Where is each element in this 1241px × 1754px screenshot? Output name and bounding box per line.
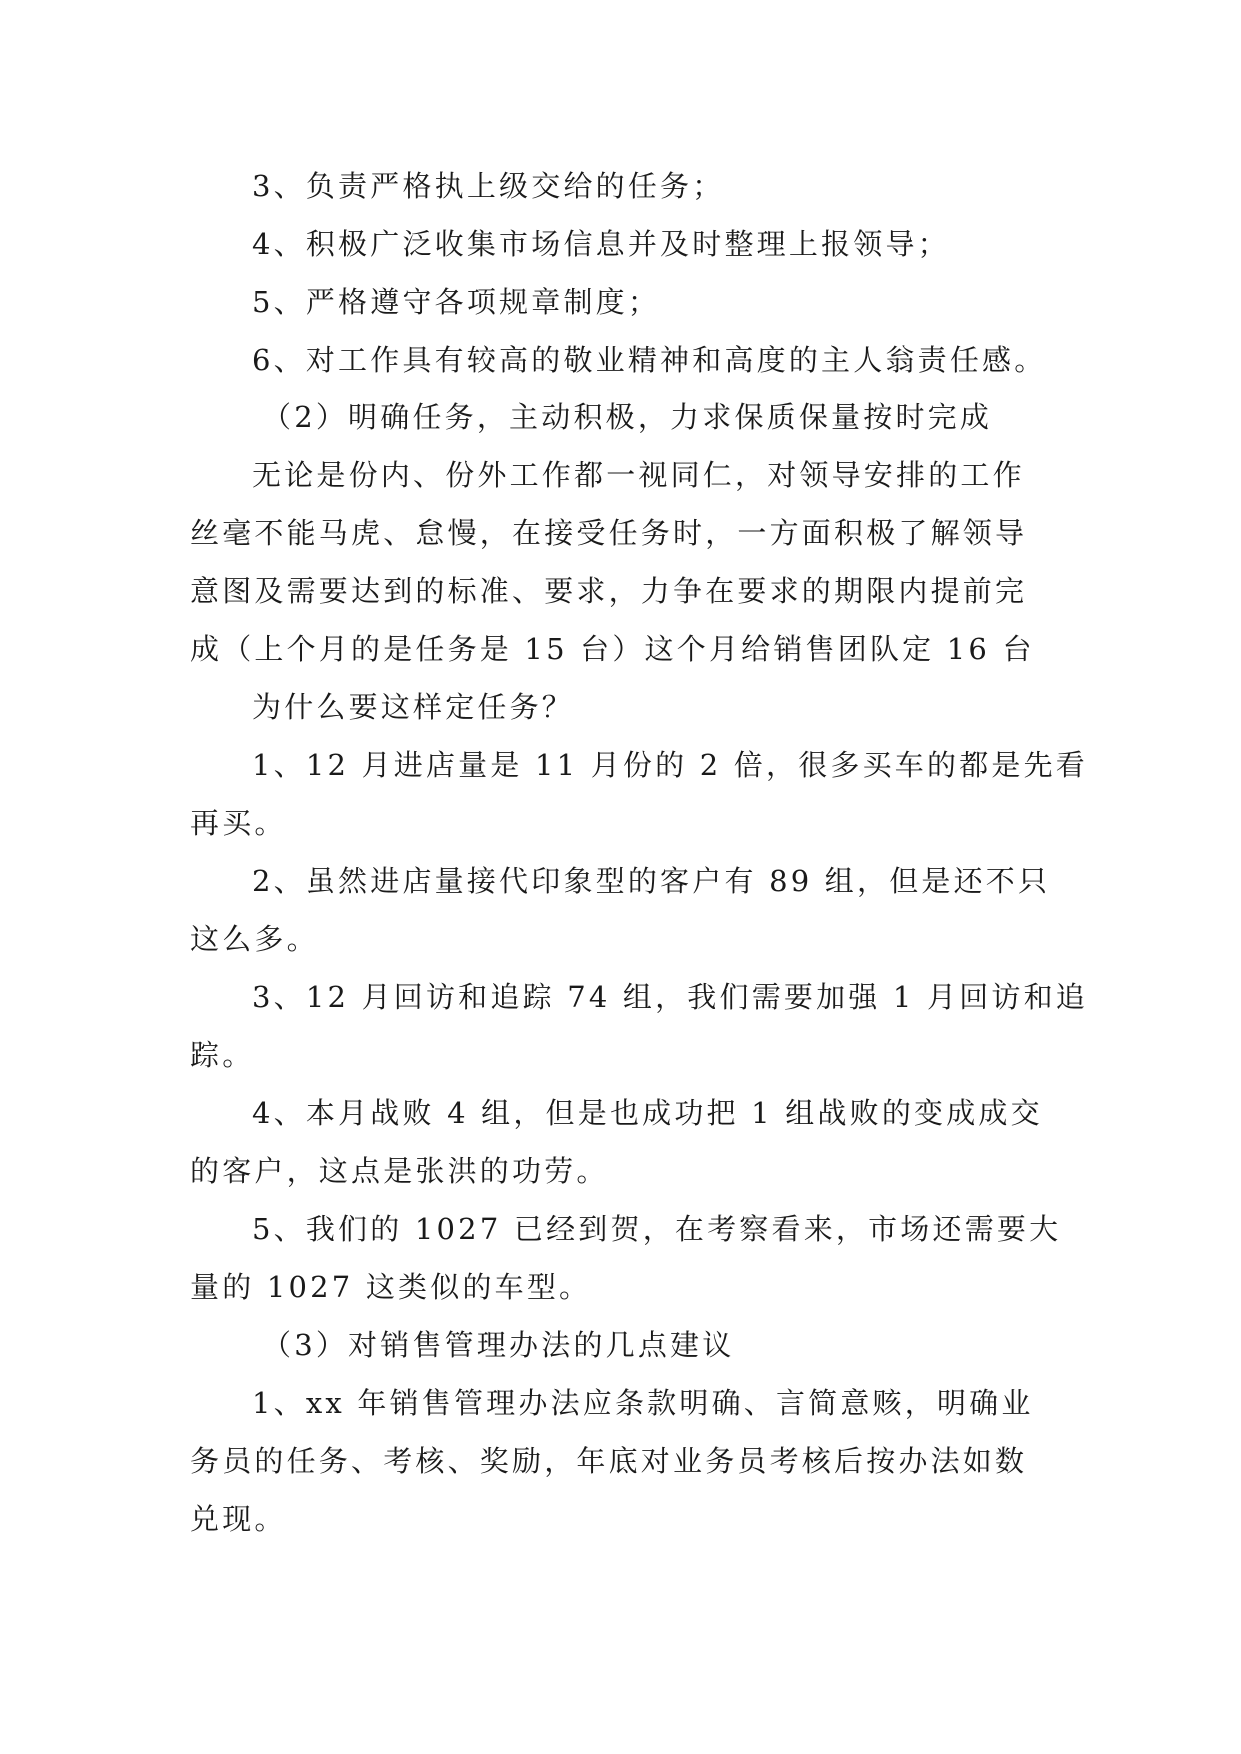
reason-item-1: 1、12 月进店量是 11 月份的 2 倍，很多买车的都是先看 [252, 748, 1088, 782]
reason-item-5-cont: 量的 1027 这类似的车型。 [190, 1270, 592, 1304]
paragraph-line: 丝毫不能马虎、怠慢，在接受任务时，一方面积极了解领导 [190, 516, 1028, 550]
reason-item-3-cont: 踪。 [190, 1038, 255, 1072]
paragraph-line: 无论是份内、份外工作都一视同仁，对领导安排的工作 [252, 458, 1025, 492]
list-item-duty-4: 4、积极广泛收集市场信息并及时整理上报领导； [252, 227, 950, 261]
reason-item-4: 4、本月战败 4 组，但是也成功把 1 组战败的变成成交 [252, 1096, 1043, 1130]
reason-item-2-cont: 这么多。 [190, 922, 319, 956]
reason-item-2: 2、虽然进店量接代印象型的客户有 89 组，但是还不只 [252, 864, 1051, 898]
paragraph-question: 为什么要这样定任务？ [252, 690, 575, 724]
reason-item-5: 5、我们的 1027 已经到贺，在考察看来，市场还需要大 [252, 1212, 1062, 1246]
suggestion-item-1: 1、xx 年销售管理办法应条款明确、言简意赅，明确业 [252, 1386, 1034, 1420]
section-heading-2: （2）明确任务，主动积极，力求保质保量按时完成 [262, 400, 993, 434]
suggestion-item-1-cont: 务员的任务、考核、奖励，年底对业务员考核后按办法如数 [190, 1444, 1028, 1478]
paragraph-line: 成（上个月的是任务是 15 台）这个月给销售团队定 16 台 [190, 632, 1035, 666]
reason-item-1-cont: 再买。 [190, 806, 287, 840]
list-item-duty-3: 3、负责严格执上级交给的任务； [252, 169, 725, 203]
reason-item-3: 3、12 月回访和追踪 74 组，我们需要加强 1 月回访和追 [252, 980, 1088, 1014]
list-item-duty-6: 6、对工作具有较高的敬业精神和高度的主人翁责任感。 [252, 343, 1047, 377]
section-heading-3: （3）对销售管理办法的几点建议 [262, 1328, 735, 1362]
list-item-duty-5: 5、严格遵守各项规章制度； [252, 285, 661, 319]
reason-item-4-cont: 的客户，这点是张洪的功劳。 [190, 1154, 609, 1188]
paragraph-line: 意图及需要达到的标准、要求，力争在要求的期限内提前完 [190, 574, 1028, 608]
suggestion-item-1-end: 兑现。 [190, 1502, 287, 1536]
